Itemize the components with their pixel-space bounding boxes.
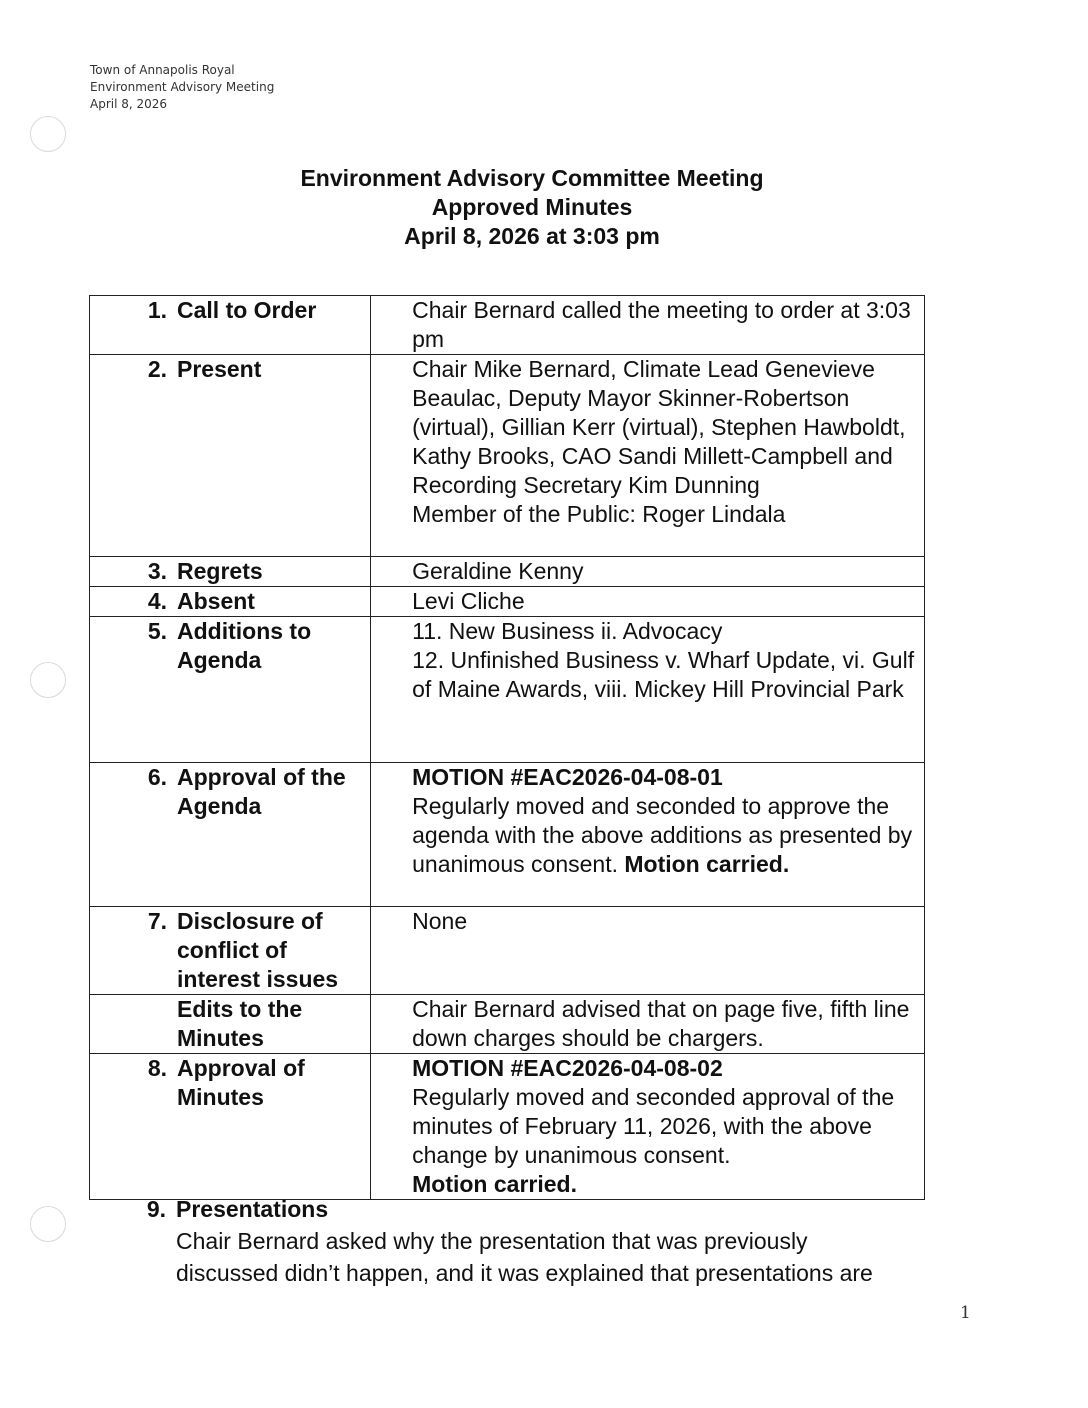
item-number: 3.: [147, 558, 167, 584]
presentations-line-1: Chair Bernard asked why the presentation that was previously: [176, 1228, 808, 1254]
minutes-table: [89, 295, 925, 1200]
motion-result: Motion carried.: [624, 851, 790, 877]
item-number: 8.: [147, 1055, 167, 1081]
item-label: Edits to the Minutes: [177, 996, 303, 1051]
table-row: [90, 296, 925, 355]
item-text: Geraldine Kenny: [412, 558, 584, 584]
section-heading: Presentations: [176, 1196, 329, 1222]
item-number: 4.: [147, 588, 167, 614]
item-text: None: [412, 908, 468, 934]
motion-result: Motion carried.: [412, 1171, 577, 1197]
page-number: 1: [960, 1303, 971, 1323]
table-row: [90, 907, 925, 995]
table-row: [90, 763, 925, 907]
motion-number: MOTION #EAC2026-04-08-01: [412, 764, 723, 790]
header-committee: Environment Advisory Meeting: [90, 80, 275, 94]
item-label: Regrets: [177, 558, 263, 584]
title-line-1: Environment Advisory Committee Meeting: [300, 165, 764, 191]
item-text: Chair Bernard advised that on page five, fifth line down charges should be chargers.: [412, 996, 910, 1051]
item-label: Call to Order: [177, 297, 317, 323]
presentations-line-2: discussed didn’t happen, and it was explained that presentations are: [176, 1260, 873, 1286]
item-number: 9.: [146, 1196, 166, 1222]
table-row: [90, 995, 925, 1054]
title-line-3: April 8, 2026 at 3:03 pm: [404, 223, 660, 249]
item-label: Additions to Agenda: [177, 618, 312, 673]
document-header: [90, 62, 274, 113]
item-number: 7.: [147, 908, 167, 934]
motion-text: Regularly moved and seconded approval of the minutes of February 11, 2026, with the above change by unanimous consent.: [412, 1084, 895, 1168]
document-title: [0, 164, 1064, 251]
punch-hole-mark: [30, 1206, 66, 1242]
item-text: Levi Cliche: [412, 588, 525, 614]
item-label: Absent: [177, 588, 255, 614]
item-number: 1.: [147, 297, 167, 323]
item-label: Approval of Minutes: [177, 1055, 305, 1110]
table-row: [90, 587, 925, 617]
item-label: Present: [177, 356, 262, 382]
item-text: Chair Bernard called the meeting to order at 3:03 pm: [412, 297, 911, 352]
presentations-section: [89, 1193, 989, 1289]
motion-number: MOTION #EAC2026-04-08-02: [412, 1055, 723, 1081]
public-attendee: Member of the Public: Roger Lindala: [412, 501, 786, 527]
item-label: Approval of the Agenda: [177, 764, 346, 819]
motion-text: Regularly moved and seconded to approve the agenda with the above additions as presented by unanimous consent.: [412, 793, 913, 877]
item-number: 5.: [147, 618, 167, 644]
punch-hole-mark: [30, 116, 66, 152]
table-row: [90, 1054, 925, 1200]
table-row: [90, 557, 925, 587]
item-text: Chair Mike Bernard, Climate Lead Genevieve Beaulac, Deputy Mayor Skinner-Robertson (virtual), Gillian Kerr (virtual), Stephen Hawboldt, Kathy Brooks, CAO Sandi Millett-Campbell and Recording Secretary Kim Dunning: [412, 356, 906, 498]
agenda-addition: 11. New Business ii. Advocacy: [412, 618, 723, 644]
item-label: Disclosure of conflict of interest issues: [177, 908, 339, 992]
table-row: [90, 355, 925, 557]
table-row: [90, 617, 925, 763]
punch-hole-mark: [30, 662, 66, 698]
item-number: 2.: [147, 356, 167, 382]
title-line-2: Approved Minutes: [431, 194, 633, 220]
item-number: 6.: [147, 764, 167, 790]
header-town: Town of Annapolis Royal: [90, 63, 235, 77]
header-date: April 8, 2026: [90, 97, 168, 111]
agenda-addition: 12. Unfinished Business v. Wharf Update, vi. Gulf of Maine Awards, viii. Mickey Hill Provincial Park: [412, 647, 915, 702]
